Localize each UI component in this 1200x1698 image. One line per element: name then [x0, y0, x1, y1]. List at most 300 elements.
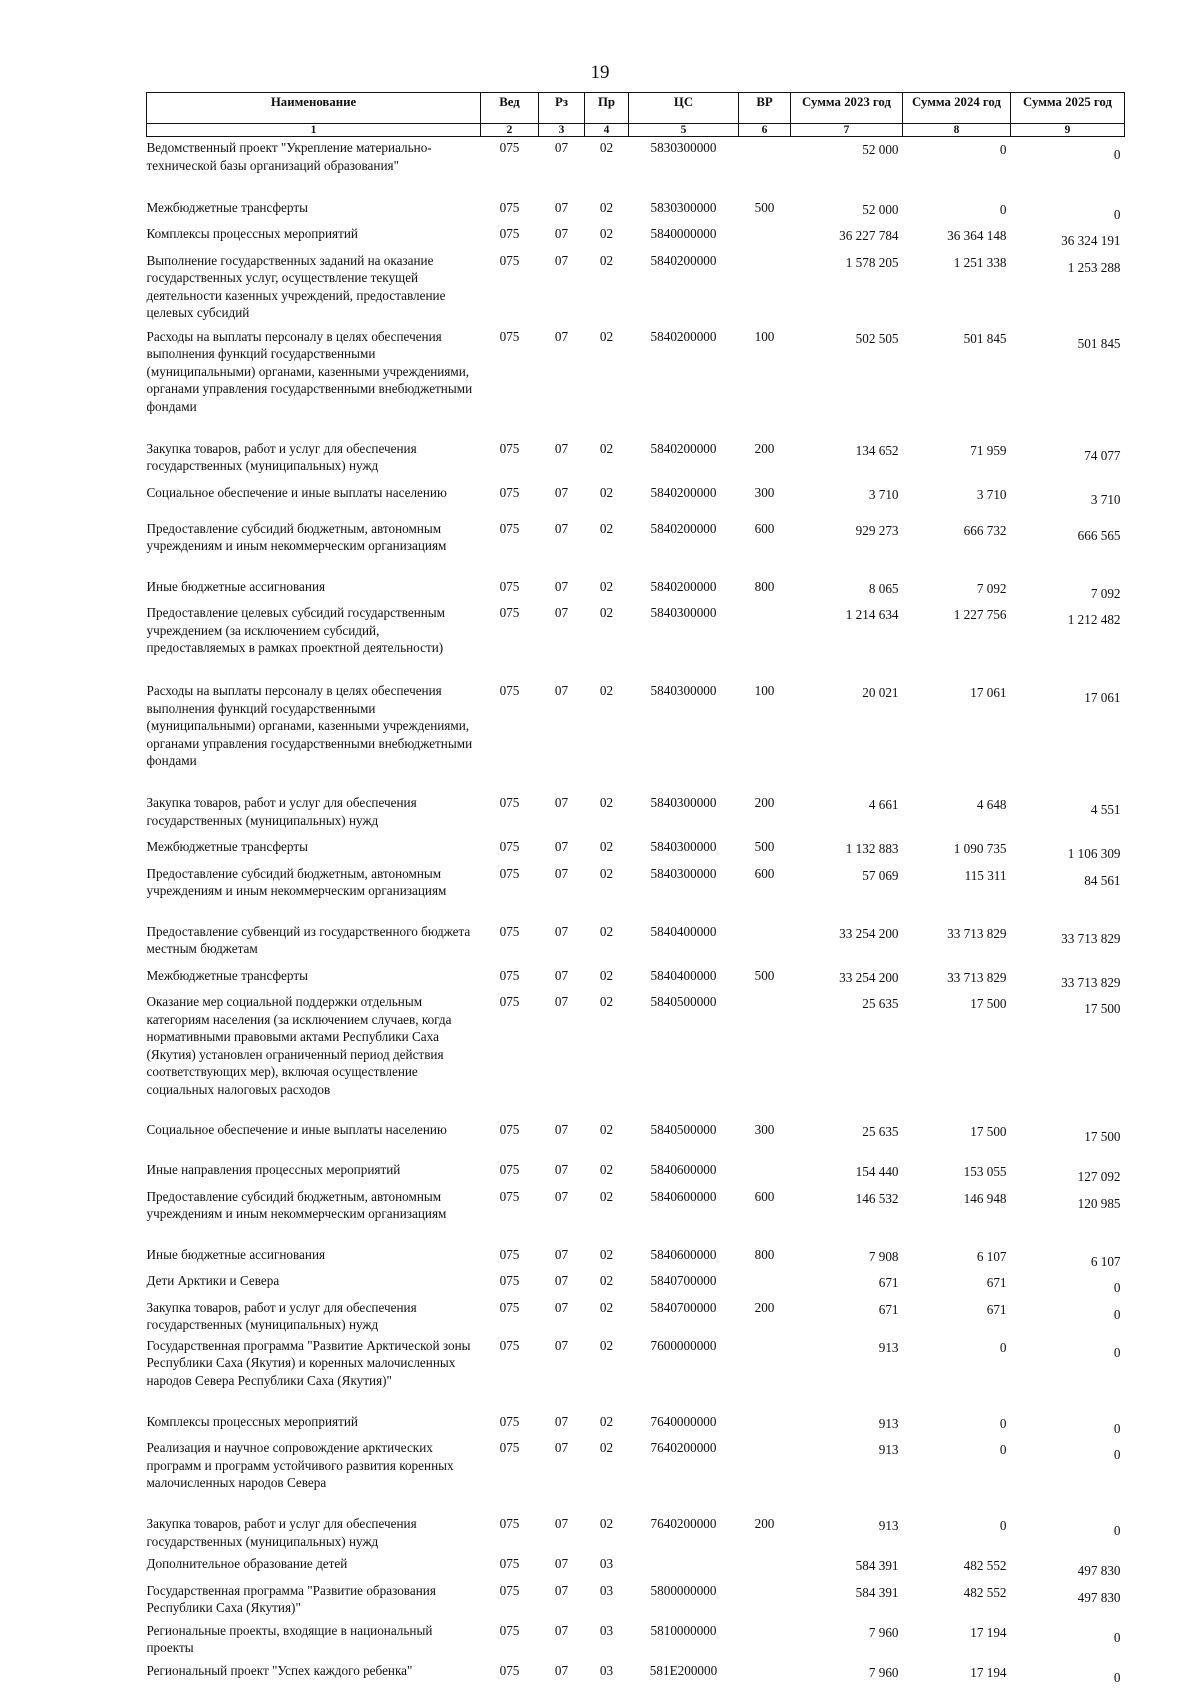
row-name: Иные направления процессных мероприятий — [146, 1162, 401, 1177]
row-rz: 07 — [554, 605, 569, 620]
row-cs: 5840500000 — [650, 994, 717, 1009]
row-sum-2023: 671 — [878, 1301, 899, 1317]
row-sum-2024: 17 061 — [970, 685, 1007, 700]
row-vr — [739, 1335, 791, 1411]
row-pr: 02 — [599, 252, 614, 268]
table-row — [147, 1119, 1125, 1159]
row-sum-2024: 17 500 — [970, 996, 1007, 1011]
row-pr: 02 — [599, 1516, 614, 1531]
row-name: Предоставление субсидий бюджетным, автономным учреждениям и иным некоммерческим организациям — [146, 1188, 447, 1221]
row-name: Предоставление целевых субсидий государственным учреждением (за исключением субсидий, предоставляемых в рамках проектной деятельности) — [146, 605, 446, 655]
row-cs: 5840600000 — [650, 1188, 717, 1204]
header-pr: Пр — [585, 93, 629, 124]
row-cs: 7640200000 — [650, 1440, 717, 1455]
table-row — [147, 326, 1125, 438]
row-rz: 07 — [554, 440, 569, 456]
row-vr: 600 — [754, 520, 775, 536]
row-vr: 200 — [754, 440, 775, 456]
row-rz: 07 — [554, 839, 569, 854]
row-cs: 5840700000 — [650, 1273, 717, 1288]
row-sum-2024: 0 — [999, 142, 1007, 157]
row-sum-2025: 127 092 — [1077, 1169, 1121, 1184]
table-row — [147, 1620, 1125, 1660]
row-vr: 200 — [754, 795, 775, 810]
row-vr: 800 — [754, 1246, 775, 1262]
row-rz: 07 — [554, 226, 569, 241]
row-name: Комплексы процессных мероприятий — [146, 226, 358, 241]
table-row — [147, 1553, 1125, 1580]
row-sum-2023: 913 — [878, 1415, 899, 1431]
row-vr: 500 — [754, 839, 775, 854]
row-vr — [739, 223, 791, 250]
row-sum-2025: 74 077 — [1084, 447, 1121, 463]
row-name: Иные бюджетные ассигнования — [146, 1246, 326, 1262]
row-vr — [739, 602, 791, 680]
row-sum-2025: 17 500 — [1084, 1129, 1121, 1144]
row-ved: 075 — [499, 1246, 520, 1262]
row-sum-2023: 1 214 634 — [845, 607, 899, 622]
table-row — [147, 1335, 1125, 1411]
row-vr — [739, 1437, 791, 1513]
row-sum-2025: 0 — [1113, 1669, 1121, 1685]
row-pr: 02 — [599, 1188, 614, 1204]
table-row — [147, 1411, 1125, 1438]
row-vr: 300 — [754, 1122, 775, 1137]
row-cs: 5840300000 — [650, 795, 717, 810]
row-cs: 5840600000 — [650, 1246, 717, 1262]
row-sum-2023: 154 440 — [855, 1164, 899, 1179]
row-name: Дополнительное образование детей — [146, 1556, 348, 1571]
row-cs: 5840200000 — [650, 328, 717, 344]
row-sum-2025: 6 107 — [1090, 1253, 1121, 1269]
table-header — [147, 93, 1125, 137]
row-ved: 075 — [499, 967, 520, 983]
table-row — [147, 1580, 1125, 1620]
row-pr: 02 — [599, 1122, 614, 1137]
row-ved: 075 — [499, 1440, 520, 1455]
row-vr — [739, 250, 791, 326]
row-sum-2023: 584 391 — [855, 1584, 899, 1600]
row-sum-2025: 4 551 — [1090, 802, 1121, 817]
header-cs: ЦС — [629, 93, 739, 124]
row-rz: 07 — [554, 328, 569, 344]
row-vr — [739, 1270, 791, 1297]
row-pr: 02 — [599, 839, 614, 854]
row-vr: 600 — [754, 865, 775, 881]
row-sum-2023: 3 710 — [868, 486, 899, 502]
row-sum-2023: 25 635 — [862, 996, 899, 1011]
row-sum-2023: 33 254 200 — [839, 925, 899, 941]
row-pr: 02 — [599, 795, 614, 810]
row-name: Социальное обеспечение и иные выплаты населению — [146, 1122, 447, 1137]
row-sum-2024: 482 552 — [963, 1558, 1007, 1573]
table-body — [147, 137, 1125, 1690]
row-vr — [739, 991, 791, 1119]
table-row — [147, 137, 1125, 197]
row-sum-2024: 0 — [999, 201, 1007, 217]
row-sum-2025: 0 — [1113, 1280, 1121, 1295]
row-vr: 200 — [754, 1516, 775, 1531]
row-ved: 075 — [499, 1122, 520, 1137]
row-pr: 02 — [599, 140, 614, 155]
budget-table — [146, 92, 1125, 1690]
row-pr: 02 — [599, 605, 614, 620]
table-row — [147, 991, 1125, 1119]
row-pr: 02 — [599, 1299, 614, 1315]
row-sum-2025: 1 212 482 — [1067, 612, 1121, 627]
row-sum-2025: 0 — [1113, 1447, 1121, 1462]
table-row — [147, 482, 1125, 518]
row-sum-2023: 8 065 — [868, 580, 899, 596]
row-sum-2024: 482 552 — [963, 1584, 1007, 1600]
row-ved: 075 — [499, 683, 520, 698]
row-cs: 5840200000 — [650, 520, 717, 536]
row-pr: 03 — [599, 1556, 614, 1571]
row-ved: 075 — [499, 839, 520, 854]
row-sum-2023: 913 — [878, 1442, 899, 1457]
table-row — [147, 576, 1125, 603]
row-sum-2024: 3 710 — [976, 486, 1007, 502]
table-row — [147, 1186, 1125, 1244]
row-cs: 5840700000 — [650, 1299, 717, 1315]
row-ved: 075 — [499, 199, 520, 215]
row-ved: 075 — [499, 1582, 520, 1598]
row-rz: 07 — [554, 1246, 569, 1262]
header-row — [147, 93, 1125, 124]
row-ved: 075 — [499, 1188, 520, 1204]
row-ved: 075 — [499, 520, 520, 536]
table-row — [147, 602, 1125, 680]
row-cs: 5830300000 — [650, 199, 717, 215]
row-name: Закупка товаров, работ и услуг для обеспечения государственных (муниципальных) нужд — [146, 1516, 417, 1549]
row-sum-2024: 153 055 — [963, 1164, 1007, 1179]
row-name: Реализация и научное сопровождение арктических программ и программ устойчивого развития коренных малочисленных народов Севера — [146, 1440, 454, 1490]
row-name: Региональные проекты, входящие в национальный проекты — [146, 1622, 433, 1655]
row-cs: 5840400000 — [650, 967, 717, 983]
row-pr: 02 — [599, 328, 614, 344]
header-number: 6 — [739, 124, 791, 137]
row-sum-2024: 666 732 — [963, 522, 1007, 538]
row-pr: 02 — [599, 520, 614, 536]
table-row — [147, 250, 1125, 326]
row-sum-2025: 120 985 — [1077, 1195, 1121, 1211]
table-row — [147, 1159, 1125, 1186]
table-row — [147, 921, 1125, 965]
row-ved: 075 — [499, 994, 520, 1009]
row-pr: 03 — [599, 1622, 614, 1638]
row-sum-2023: 671 — [878, 1275, 899, 1290]
row-sum-2025: 0 — [1113, 206, 1121, 222]
row-cs: 7640200000 — [650, 1516, 717, 1531]
row-sum-2025: 497 830 — [1077, 1563, 1121, 1578]
row-ved: 075 — [499, 440, 520, 456]
row-rz: 07 — [554, 1122, 569, 1137]
row-ved: 075 — [499, 923, 520, 939]
row-name: Государственная программа "Развитие Арктической зоны Республики Саха (Якутия) и коренных малочисленных народов Севера Республики Саха (Якутия)" — [146, 1337, 471, 1388]
row-cs: 5800000000 — [650, 1582, 717, 1598]
row-sum-2023: 913 — [878, 1518, 899, 1533]
row-vr — [739, 1553, 791, 1580]
row-ved: 075 — [499, 1299, 520, 1315]
row-sum-2024: 0 — [999, 1415, 1007, 1431]
row-rz: 07 — [554, 199, 569, 215]
row-rz: 07 — [554, 484, 569, 500]
row-pr: 02 — [599, 578, 614, 594]
row-sum-2024: 115 311 — [964, 867, 1007, 883]
row-ved: 075 — [499, 1273, 520, 1288]
row-ved: 075 — [499, 226, 520, 241]
row-ved: 075 — [499, 795, 520, 810]
row-name: Иные бюджетные ассигнования — [146, 578, 326, 594]
row-ved: 075 — [499, 1662, 520, 1678]
row-vr: 600 — [754, 1188, 775, 1204]
row-sum-2025: 7 092 — [1090, 585, 1121, 601]
row-ved: 075 — [499, 484, 520, 500]
row-pr: 02 — [599, 199, 614, 215]
row-sum-2023: 146 532 — [855, 1190, 899, 1206]
row-sum-2025: 33 713 829 — [1061, 974, 1121, 990]
row-pr: 02 — [599, 1246, 614, 1262]
row-vr: 800 — [754, 578, 775, 594]
row-vr — [739, 921, 791, 965]
row-name: Закупка товаров, работ и услуг для обеспечения государственных (муниципальных) нужд — [146, 1299, 417, 1332]
row-sum-2025: 36 324 191 — [1061, 233, 1121, 248]
row-sum-2025: 0 — [1113, 147, 1121, 162]
row-sum-2023: 929 273 — [855, 522, 899, 538]
row-cs: 5840600000 — [650, 1162, 717, 1177]
row-rz: 07 — [554, 1162, 569, 1177]
row-name: Межбюджетные трансферты — [146, 199, 308, 215]
row-ved: 075 — [499, 1516, 520, 1531]
row-name: Предоставление субсидий бюджетным, автономным учреждениям и иным некоммерческим организациям — [146, 865, 447, 898]
row-cs: 5840000000 — [650, 226, 717, 241]
row-sum-2024: 501 845 — [963, 330, 1007, 346]
row-vr — [739, 1159, 791, 1186]
header-sum-2023: Сумма 2023 год — [791, 93, 903, 124]
row-pr: 02 — [599, 967, 614, 983]
row-name: Государственная программа "Развитие образования Республики Саха (Якутия)" — [146, 1582, 436, 1615]
header-number: 4 — [585, 124, 629, 137]
table-row — [147, 197, 1125, 224]
row-cs — [629, 1553, 739, 1580]
table-row — [147, 223, 1125, 250]
row-cs: 5840400000 — [650, 923, 717, 939]
row-sum-2024: 146 948 — [963, 1190, 1007, 1206]
row-rz: 07 — [554, 923, 569, 939]
row-name: Закупка товаров, работ и услуг для обеспечения государственных (муниципальных) нужд — [146, 795, 417, 828]
row-sum-2025: 1 106 309 — [1067, 846, 1121, 861]
row-rz: 07 — [554, 520, 569, 536]
row-sum-2024: 1 227 756 — [953, 607, 1007, 622]
row-pr: 02 — [599, 683, 614, 698]
row-ved: 075 — [499, 1162, 520, 1177]
header-vr: ВР — [739, 93, 791, 124]
row-rz: 07 — [554, 1582, 569, 1598]
row-rz: 07 — [554, 1622, 569, 1638]
row-sum-2023: 33 254 200 — [839, 969, 899, 985]
row-vr — [739, 1580, 791, 1620]
table-row — [147, 1270, 1125, 1297]
table-row — [147, 518, 1125, 576]
row-sum-2024: 671 — [986, 1301, 1007, 1317]
row-pr: 02 — [599, 484, 614, 500]
table-row — [147, 1513, 1125, 1553]
row-vr: 500 — [754, 967, 775, 983]
table-row — [147, 1437, 1125, 1513]
row-vr — [739, 1620, 791, 1660]
row-vr: 100 — [754, 683, 775, 698]
row-rz: 07 — [554, 140, 569, 155]
header-number: 8 — [903, 124, 1011, 137]
row-cs: 5840300000 — [650, 605, 717, 620]
row-sum-2023: 36 227 784 — [839, 228, 899, 243]
row-cs: 7600000000 — [650, 1337, 717, 1353]
table-row — [147, 1660, 1125, 1690]
row-sum-2024: 0 — [999, 1442, 1007, 1457]
table-row — [147, 965, 1125, 992]
row-rz: 07 — [554, 994, 569, 1009]
row-rz: 07 — [554, 578, 569, 594]
header-number: 2 — [481, 124, 539, 137]
row-ved: 075 — [499, 1337, 520, 1353]
row-pr: 02 — [599, 923, 614, 939]
row-sum-2023: 1 132 883 — [845, 841, 899, 856]
row-ved: 075 — [499, 252, 520, 268]
row-pr: 03 — [599, 1582, 614, 1598]
row-cs: 5840200000 — [650, 440, 717, 456]
row-ved: 075 — [499, 140, 520, 155]
table-row — [147, 836, 1125, 863]
row-sum-2025: 0 — [1113, 1420, 1121, 1436]
header-number: 5 — [629, 124, 739, 137]
row-vr: 200 — [754, 1299, 775, 1315]
row-cs: 5840200000 — [650, 252, 717, 268]
header-name: Наименование — [147, 93, 481, 124]
header-number-row — [147, 124, 1125, 137]
row-sum-2025: 33 713 829 — [1061, 930, 1121, 946]
header-number: 7 — [791, 124, 903, 137]
row-pr: 02 — [599, 1337, 614, 1353]
row-name: Расходы на выплаты персоналу в целях обеспечения выполнения функций государственными (муниципальными) органами, казенными учреждениями, органами управления государственными внебюджетными фондами — [146, 683, 473, 768]
row-rz: 07 — [554, 967, 569, 983]
row-sum-2024: 33 713 829 — [947, 925, 1007, 941]
row-rz: 07 — [554, 1413, 569, 1429]
row-sum-2025: 0 — [1113, 1523, 1121, 1538]
page-number: 19 — [590, 62, 610, 83]
row-name: Ведомственный проект "Укрепление материально-технической базы организаций образования" — [146, 140, 432, 173]
row-name: Социальное обеспечение и иные выплаты населению — [146, 484, 447, 500]
row-vr: 500 — [754, 199, 775, 215]
row-name: Выполнение государственных заданий на оказание государственных услуг, осуществление текущей деятельности казенных учреждений, предоставление целевых субсидий — [146, 252, 446, 320]
row-ved: 075 — [499, 1556, 520, 1571]
row-sum-2023: 25 635 — [862, 1124, 899, 1139]
row-name: Оказание мер социальной поддержки отдельным категориям населения (за исключением случаев, когда нормативными правовыми актами Республики Саха (Якутия) установлен ограниченный период действия соответствующих мер), включая осуществление социальных налоговых расходов — [146, 994, 452, 1097]
row-cs: 5810000000 — [650, 1622, 717, 1638]
row-sum-2024: 671 — [986, 1275, 1007, 1290]
table-row — [147, 438, 1125, 482]
row-sum-2023: 57 069 — [862, 867, 899, 883]
header-number: 3 — [539, 124, 585, 137]
row-sum-2023: 52 000 — [862, 201, 899, 217]
row-cs: 5840200000 — [650, 578, 717, 594]
row-ved: 075 — [499, 1413, 520, 1429]
row-sum-2023: 20 021 — [862, 685, 899, 700]
row-cs: 5840200000 — [650, 484, 717, 500]
header-rz: Рз — [539, 93, 585, 124]
row-cs: 7640000000 — [650, 1413, 717, 1429]
row-sum-2025: 666 565 — [1077, 527, 1121, 543]
row-sum-2025: 0 — [1113, 1344, 1121, 1360]
row-sum-2024: 33 713 829 — [947, 969, 1007, 985]
row-rz: 07 — [554, 1662, 569, 1678]
row-sum-2023: 52 000 — [862, 142, 899, 157]
row-rz: 07 — [554, 1337, 569, 1353]
row-rz: 07 — [554, 795, 569, 810]
row-ved: 075 — [499, 578, 520, 594]
row-sum-2024: 17 194 — [970, 1624, 1007, 1640]
row-name: Дети Арктики и Севера — [146, 1273, 280, 1288]
row-rz: 07 — [554, 683, 569, 698]
row-pr: 02 — [599, 865, 614, 881]
row-vr — [739, 137, 791, 197]
row-sum-2024: 0 — [999, 1518, 1007, 1533]
row-ved: 075 — [499, 605, 520, 620]
row-sum-2024: 4 648 — [976, 797, 1007, 812]
row-sum-2025: 17 500 — [1084, 1001, 1121, 1016]
row-sum-2023: 502 505 — [855, 330, 899, 346]
row-pr: 02 — [599, 1162, 614, 1177]
row-sum-2024: 0 — [999, 1339, 1007, 1355]
header-number: 9 — [1011, 124, 1125, 137]
row-pr: 03 — [599, 1662, 614, 1678]
table-row — [147, 1244, 1125, 1271]
row-sum-2024: 71 959 — [970, 442, 1007, 458]
row-pr: 02 — [599, 994, 614, 1009]
row-sum-2023: 913 — [878, 1339, 899, 1355]
row-pr: 02 — [599, 1413, 614, 1429]
row-sum-2025: 1 253 288 — [1067, 259, 1121, 275]
row-sum-2024: 7 092 — [976, 580, 1007, 596]
budget-table-wrapper — [146, 92, 1124, 1690]
row-sum-2025: 84 561 — [1084, 872, 1121, 888]
row-sum-2023: 7 960 — [868, 1624, 899, 1640]
row-rz: 07 — [554, 1273, 569, 1288]
row-cs: 5840500000 — [650, 1122, 717, 1137]
row-rz: 07 — [554, 865, 569, 881]
row-rz: 07 — [554, 252, 569, 268]
row-sum-2025: 0 — [1113, 1306, 1121, 1322]
row-name: Комплексы процессных мероприятий — [146, 1413, 358, 1429]
row-cs: 5840300000 — [650, 839, 717, 854]
row-rz: 07 — [554, 1556, 569, 1571]
header-sum-2025: Сумма 2025 год — [1011, 93, 1125, 124]
row-sum-2024: 17 500 — [970, 1124, 1007, 1139]
header-sum-2024: Сумма 2024 год — [903, 93, 1011, 124]
row-sum-2023: 584 391 — [855, 1558, 899, 1573]
row-sum-2025: 17 061 — [1084, 690, 1121, 705]
header-number: 1 — [147, 124, 481, 137]
row-ved: 075 — [499, 1622, 520, 1638]
row-pr: 02 — [599, 1273, 614, 1288]
row-pr: 02 — [599, 226, 614, 241]
table-row — [147, 863, 1125, 921]
row-vr: 300 — [754, 484, 775, 500]
row-cs: 5840300000 — [650, 683, 717, 698]
row-rz: 07 — [554, 1299, 569, 1315]
row-pr: 02 — [599, 440, 614, 456]
row-sum-2024: 17 194 — [970, 1664, 1007, 1680]
row-rz: 07 — [554, 1516, 569, 1531]
